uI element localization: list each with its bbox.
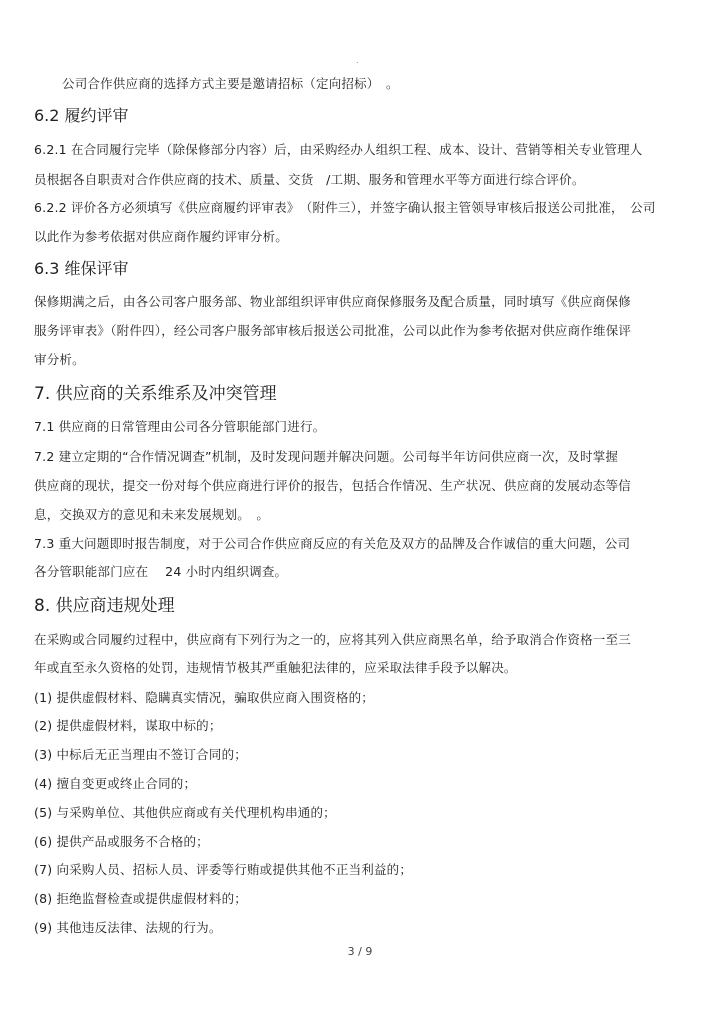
list-item: (1) 提供虚假材料、隐瞒真实情况，骗取供应商入围资格的；	[34, 690, 374, 705]
paragraph-line: 在采购或合同履约过程中，供应商有下列行为之一的，应将其列入供应商黑名单，给予取消合作资格一至三	[34, 632, 631, 647]
paragraph-line: 各分管职能部门应在 24 小时内组织调查。	[34, 564, 288, 579]
paragraph-line: 息，交换双方的意见和未来发展规划。 。	[34, 507, 270, 522]
paragraph-line: 员根据各自职责对合作供应商的技术、质量、交货 /工期、服务和管理水平等方面进行综合评价。	[34, 172, 585, 187]
page-number: 3 / 9	[347, 945, 373, 958]
paragraph-line: 7.3 重大问题即时报告制度，对于公司合作供应商反应的有关危及双方的品牌及合作诚信的重大问题，公司	[34, 536, 631, 551]
paragraph-line: 7.1 供应商的日常管理由公司各分管职能部门进行。	[34, 419, 326, 434]
top-dot: .	[356, 56, 359, 65]
section-heading-7: 7. 供应商的关系维系及冲突管理	[34, 384, 277, 404]
list-item: (2) 提供虚假材料，谋取中标的；	[34, 718, 222, 733]
paragraph-line: 公司合作供应商的选择方式主要是邀请招标（定向招标） 。	[62, 76, 399, 91]
paragraph-line: 6.2.1 在合同履行完毕（除保修部分内容）后，由采购经办人组织工程、成本、设计、营销等相关专业管理人	[34, 142, 643, 157]
list-item: (4) 擅自变更或终止合同的；	[34, 776, 197, 791]
list-item: (6) 提供产品或服务不合格的；	[34, 834, 209, 849]
list-item: (9) 其他违反法律、法规的行为。	[34, 920, 222, 935]
paragraph-line: 年或直至永久资格的处罚，违规情节极其严重触犯法律的，应采取法律手段予以解决。	[34, 660, 517, 675]
paragraph-line: 7.2 建立定期的“合作情况调查”机制，及时发现问题并解决问题。公司每半年访问供应商一次，及时掌握	[34, 449, 619, 464]
paragraph-line: 以此作为参考依据对供应商作履约评审分析。	[34, 229, 289, 244]
paragraph-line: 6.2.2 评价各方必须填写《供应商履约评审表》 （附件三），并签字确认报主管领导审核后报送公司批准， 公司	[34, 200, 656, 215]
section-heading-6-3: 6.3 维保评审	[34, 259, 129, 278]
paragraph-line: 服务评审表》（附件四），经公司客户服务部审核后报送公司批准，公司以此作为参考依据对供应商作维保评	[34, 323, 632, 338]
list-item: (5) 与采购单位、其他供应商或有关代理机构串通的；	[34, 805, 336, 820]
list-item: (7) 向采购人员、招标人员、评委等行贿或提供其他不正当利益的；	[34, 862, 413, 877]
section-heading-6-2: 6.2 履约评审	[34, 106, 129, 125]
list-item: (8) 拒绝监督检查或提供虚假材料的；	[34, 891, 247, 906]
paragraph-line: 保修期满之后，由各公司客户服务部、物业部组织评审供应商保修服务及配合质量，同时填写《供应商保修	[34, 294, 631, 309]
paragraph-line: 供应商的现状，提交一份对每个供应商进行评价的报告，包括合作情况、生产状况、供应商的发展动态等信	[34, 478, 631, 493]
list-item: (3) 中标后无正当理由不签订合同的；	[34, 747, 247, 762]
section-heading-8: 8. 供应商违规处理	[34, 596, 175, 616]
paragraph-line: 审分析。	[34, 352, 85, 367]
